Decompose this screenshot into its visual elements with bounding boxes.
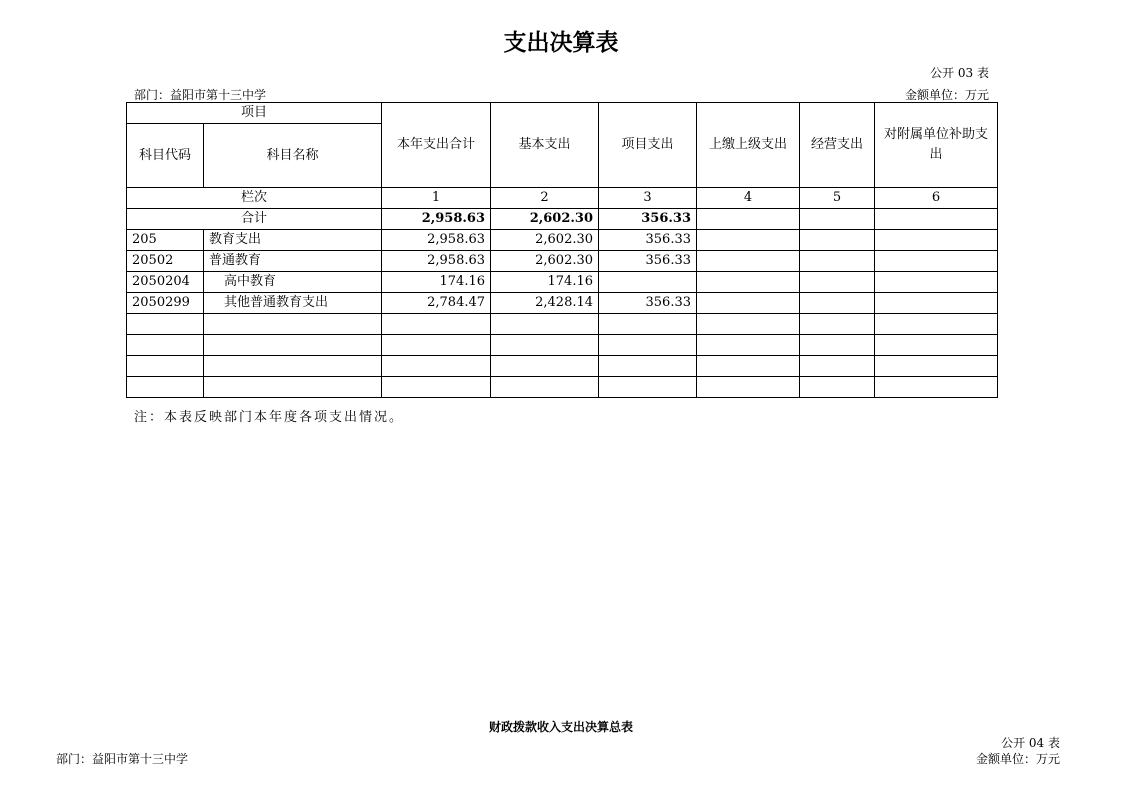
sum-row [127, 209, 998, 230]
sum-basic: 2,602.30 [491, 209, 599, 230]
row-cell [800, 272, 875, 293]
column-number: 2 [491, 188, 599, 209]
expenditure-table [126, 102, 998, 398]
row-code: 205 [127, 230, 204, 251]
page-title: 支出决算表 [503, 30, 619, 56]
header-row [127, 103, 998, 124]
table-row [127, 272, 998, 293]
header-business: 经营支出 [800, 103, 875, 188]
header-code: 科目代码 [127, 124, 204, 188]
row-cell [800, 251, 875, 272]
row-item: 356.33 [599, 251, 697, 272]
row-cell [875, 293, 998, 314]
row-cell [697, 272, 800, 293]
row-item: 356.33 [599, 293, 697, 314]
row-name: 普通教育 [204, 251, 382, 272]
next-table-title: 财政拨款收入支出决算总表 [488, 720, 633, 734]
header-project: 项目 [127, 103, 382, 124]
header-total: 本年支出合计 [382, 103, 491, 188]
row-total: 2,958.63 [382, 230, 491, 251]
header-name: 科目名称 [204, 124, 382, 188]
row-name: 教育支出 [204, 230, 382, 251]
empty-row [127, 377, 998, 398]
sum-upper [697, 209, 800, 230]
sum-label: 合计 [127, 209, 382, 230]
table-row [127, 293, 998, 314]
sum-subsidy [875, 209, 998, 230]
next-form-number: 公开 04 表 [1001, 736, 1060, 750]
row-cell [875, 230, 998, 251]
row-cell [800, 293, 875, 314]
sum-item: 356.33 [599, 209, 697, 230]
row-cell [875, 251, 998, 272]
table-row [127, 251, 998, 272]
row-item [599, 272, 697, 293]
row-name: 高中教育 [204, 272, 382, 293]
header-upper: 上缴上级支出 [697, 103, 800, 188]
next-department-label: 部门：益阳市第十三中学 [56, 752, 189, 766]
row-basic: 2,428.14 [491, 293, 599, 314]
row-total: 174.16 [382, 272, 491, 293]
table-row [127, 230, 998, 251]
empty-row [127, 314, 998, 335]
empty-row [127, 356, 998, 377]
empty-row [127, 335, 998, 356]
column-number: 1 [382, 188, 491, 209]
column-number: 5 [800, 188, 875, 209]
row-basic: 174.16 [491, 272, 599, 293]
row-code: 20502 [127, 251, 204, 272]
row-basic: 2,602.30 [491, 230, 599, 251]
row-cell [875, 272, 998, 293]
column-number: 4 [697, 188, 800, 209]
row-cell [800, 230, 875, 251]
header-subsidy: 对附属单位补助支出 [875, 103, 998, 188]
department-label: 部门：益阳市第十三中学 [134, 88, 267, 102]
column-number-label: 栏次 [127, 188, 382, 209]
row-cell [697, 230, 800, 251]
row-cell [697, 251, 800, 272]
row-name: 其他普通教育支出 [204, 293, 382, 314]
next-amount-unit-label: 金额单位：万元 [975, 752, 1060, 766]
row-basic: 2,602.30 [491, 251, 599, 272]
row-total: 2,958.63 [382, 251, 491, 272]
row-total: 2,784.47 [382, 293, 491, 314]
sum-total: 2,958.63 [382, 209, 491, 230]
column-number: 6 [875, 188, 998, 209]
header-item: 项目支出 [599, 103, 697, 188]
row-code: 2050204 [127, 272, 204, 293]
form-number: 公开 03 表 [930, 66, 989, 80]
table-note: 注：本表反映部门本年度各项支出情况。 [134, 410, 405, 425]
row-item: 356.33 [599, 230, 697, 251]
row-code: 2050299 [127, 293, 204, 314]
amount-unit-label: 金额单位：万元 [904, 88, 989, 102]
column-number-row [127, 188, 998, 209]
row-cell [697, 293, 800, 314]
column-number: 3 [599, 188, 697, 209]
header-basic: 基本支出 [491, 103, 599, 188]
sum-business [800, 209, 875, 230]
